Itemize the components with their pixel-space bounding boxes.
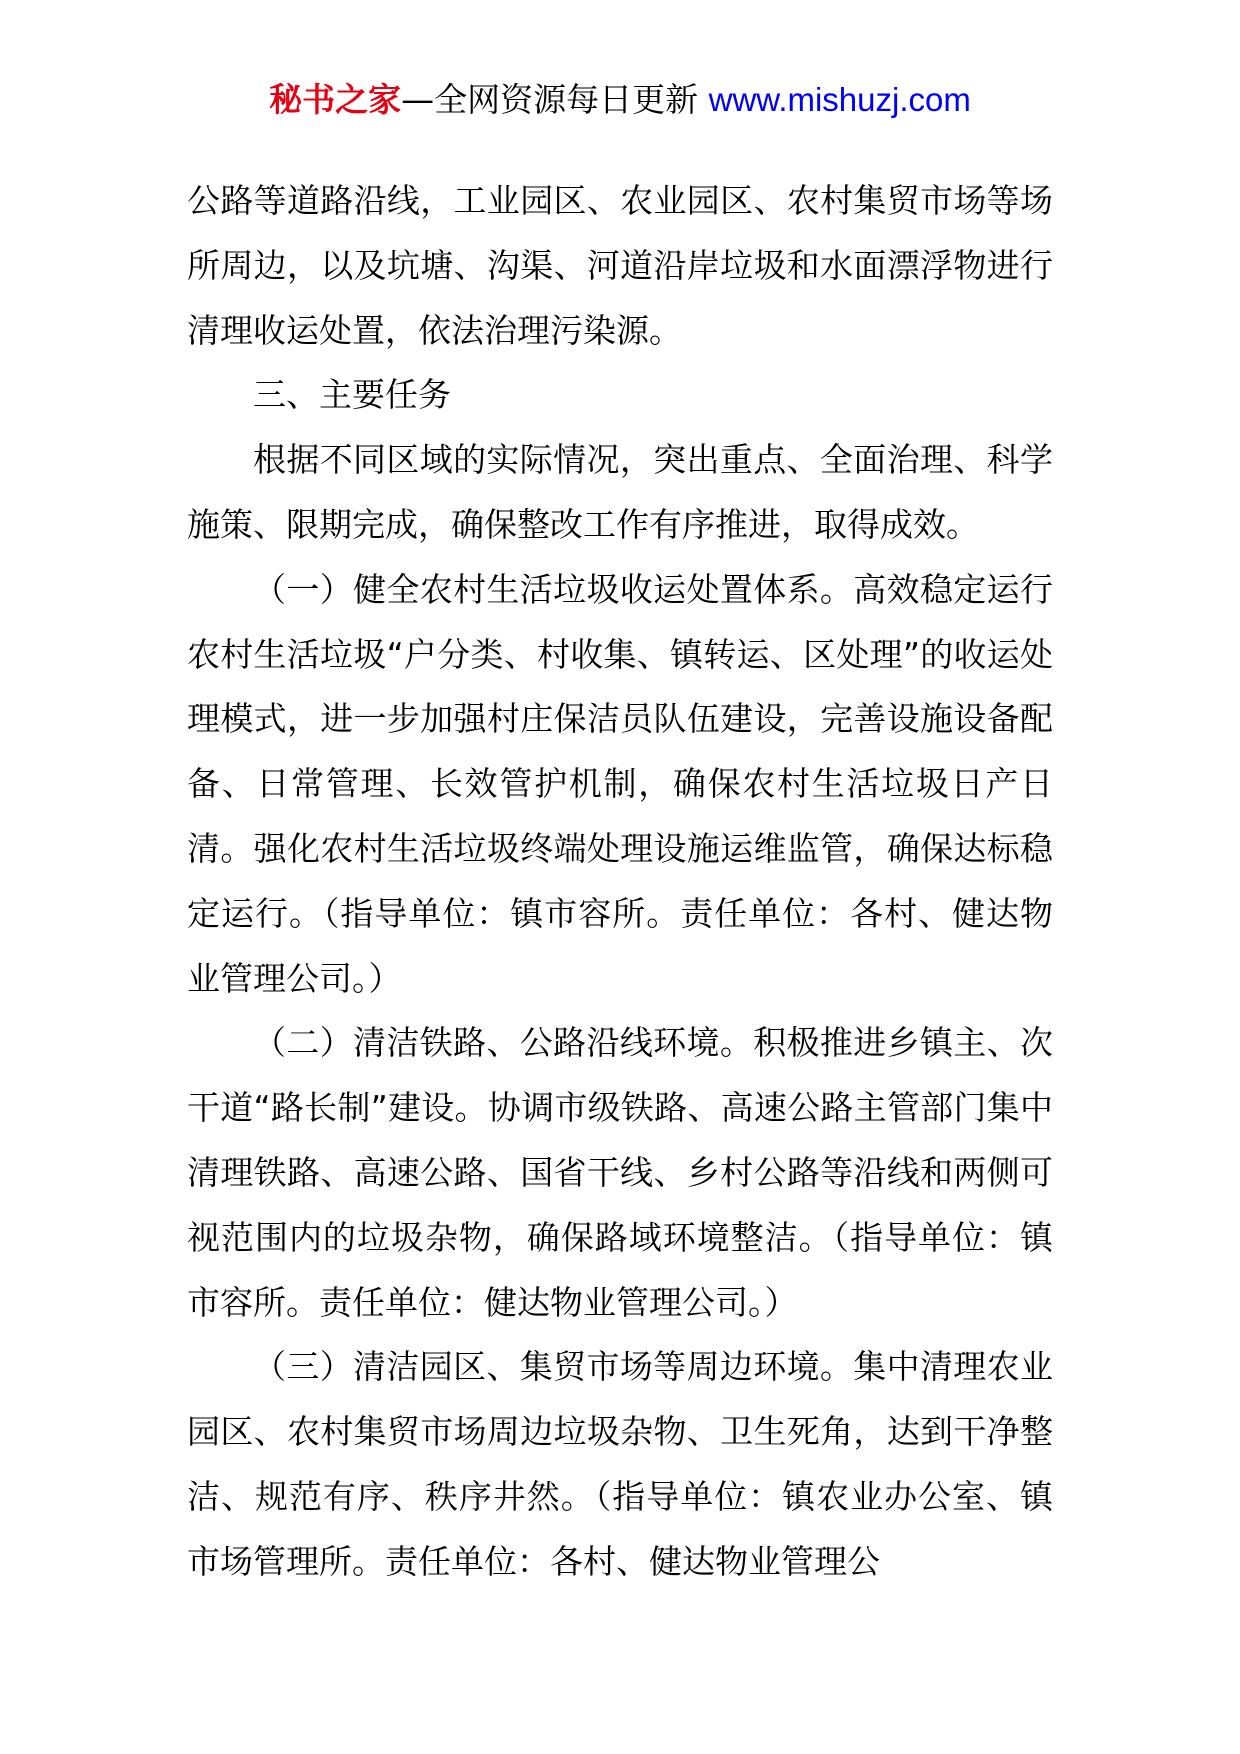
brand-name: 秘书之家 bbox=[269, 80, 402, 119]
header-slogan: —全网资源每日更新 bbox=[401, 80, 709, 119]
page-header bbox=[0, 78, 1240, 122]
paragraph-task-3: （三）清洁园区、集贸市场等周边环境。集中清理农业园区、农村集贸市场周边垃圾杂物、卫生死角，达到干净整洁、规范有序、秩序井然。（指导单位：镇农业办公室、镇市场管理所。责任单位：各村、健达物业管理公 bbox=[187, 1347, 1053, 1581]
section-heading-main-tasks: 三、主要任务 bbox=[253, 375, 451, 415]
paragraph-continuation: 公路等道路沿线，工业园区、农业园区、农村集贸市场等场所周边，以及坑塘、沟渠、河道沿岸垃圾和水面漂浮物进行清理收运处置，依法治理污染源。 bbox=[187, 181, 1053, 350]
document-body bbox=[187, 169, 1053, 1595]
site-url-link[interactable]: www.mishuzj.com bbox=[708, 81, 971, 118]
paragraph-intro: 根据不同区域的实际情况，突出重点、全面治理、科学施策、限期完成，确保整改工作有序推进，取得成效。 bbox=[187, 440, 1053, 544]
paragraph-task-1: （一）健全农村生活垃圾收运处置体系。高效稳定运行农村生活垃圾“户分类、村收集、镇转运、区处理”的收运处理模式，进一步加强村庄保洁员队伍建设，完善设施设备配备、日常管理、长效管护机制，确保农村生活垃圾日产日清。强化农村生活垃圾终端处理设施运维监管，确保达标稳定运行。（指导单位：镇市容所。责任单位：各村、健达物业管理公司。） bbox=[187, 569, 1053, 998]
paragraph-task-2: （二）清洁铁路、公路沿线环境。积极推进乡镇主、次干道“路长制”建设。协调市级铁路、高速公路主管部门集中清理铁路、高速公路、国省干线、乡村公路等沿线和两侧可视范围内的垃圾杂物，确保路域环境整洁。（指导单位：镇市容所。责任单位：健达物业管理公司。） bbox=[187, 1023, 1053, 1322]
